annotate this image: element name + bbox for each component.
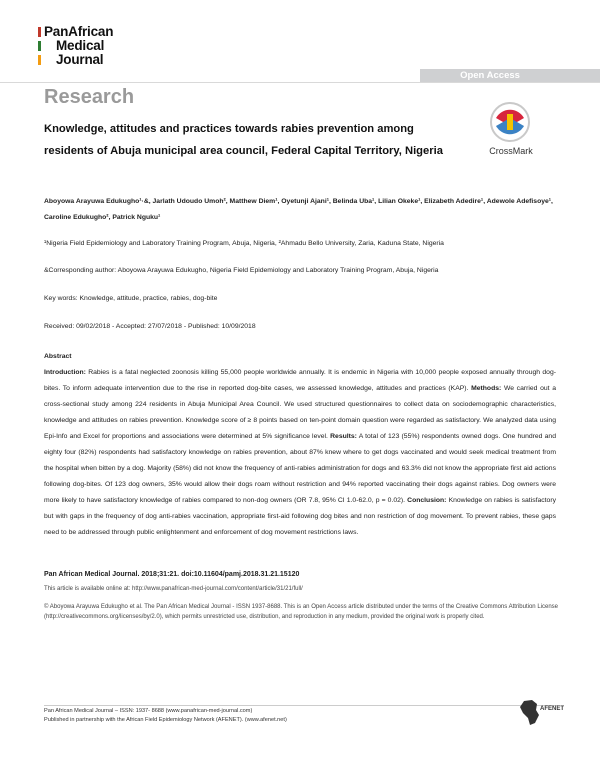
afenet-logo-icon [510,698,564,728]
author-list: Aboyowa Arayuwa Edukugho¹·&, Jarlath Udoudo Umoh², Matthew Diem¹, Oyetunji Ajani¹, Belinda Uba¹, Lilian Okeke¹, Elizabeth Adedire¹, Adewole Adefisoye¹, Caroline Edukugho², Patrick Nguku¹ [44,198,553,221]
methods-text: We carried out a cross-sectional study among 224 residents in Abuja Municipal Area Council. We used structured questionnaires to collect data on sociodemographic characteristics, knowledge and attitudes on rabies prevention. Knowledge score of ≥ 8 points based on ten-point domain question were regarded as satisfactory. We analyzed data using Epi-Info and Excel for proportions and associations were determined at 5% significance level. [44,385,557,440]
section-heading: Research [44,86,135,108]
footer-divider [44,705,558,706]
crossmark-label: CrossMark [489,146,533,156]
results-label: Results: [330,433,357,440]
abstract-heading: Abstract [44,353,72,360]
intro-text: Rabies is a fatal neglected zoonosis killing 55,000 people worldwide annually. It is endemic in Nigeria with 10,000 people exposed annually through dog-bites. To inform adequate intervention due to the rise in reported dog-bite cases, we assessed knowledge, attitudes and practices (KAP). [44,369,556,392]
journal-logo-icon [36,25,44,67]
citation: Pan African Medical Journal. 2018;31:21. doi:10.11604/pamj.2018.31.21.15120 [44,571,300,578]
footer-line-2: Published in partnership with the African Field Epidemiology Network (AFENET). (www.afenet.net) [44,716,287,723]
publication-dates: Received: 09/02/2018 - Accepted: 27/07/2018 - Published: 10/09/2018 [44,323,256,330]
journal-logo[interactable] [44,25,164,67]
corresponding-author: &Corresponding author: Aboyowa Arayuwa Edukugho, Nigeria Field Epidemiology and Laboratory Training Program, Abuja, Nigeria [44,267,439,274]
conclusion-text: Knowledge on rabies is satisfactory but with gaps in the frequency of dog anti-rabies vaccination, appropriate first-aid following dog bites and non restriction of dog movement. To prevent rabies, these gaps need to be addressed through public enlightenment and enforcement of dog movement restrictions laws. [44,497,556,536]
intro-label: Introduction: [44,369,86,376]
open-access-badge: Open Access [460,70,520,81]
logo-line-1: PanAfrican [44,24,114,39]
results-text: A total of 123 (55%) respondents owned dogs. One hundred and eighty four (82%) respondents had satisfactory knowledge on rabies prevention, about 87% knew where to get dogs vaccinated and would seek medical treatment from the hospital when bitten by a dog. Majority (58%) did not know the frequency of anti-rabies administration for dogs and 63.3% did not know the appropriate first aid actions following dog-bites. Of 123 dog owners, 35% would allow their dogs roam without restriction and 94% reported vaccinating their dogs against rabies. Dog owners were more likely to have satisfactory knowledge of rabies compared to non-dog owners (OR 7.8, 95% CI 1.0-62.0, p = 0.02). [44,433,556,504]
footer-line-1: Pan African Medical Journal – ISSN: 1937- 8688 (www.panafrican-med-journal.com) [44,708,253,714]
header-divider [0,82,600,83]
abstract-body [44,365,556,541]
article-title: Knowledge, attitudes and practices towards rabies prevention among residents of Abuja municipal area council, Federal Capital Territory, Nigeria [44,123,443,157]
afenet-label: AFENET [540,706,564,712]
affiliations: ¹Nigeria Field Epidemiology and Laboratory Training Program, Abuja, Nigeria, ²Ahmadu Bello University, Zaria, Kaduna State, Nigeria [44,240,444,247]
logo-line-2: Medical [56,38,105,53]
available-online-link[interactable]: This article is available online at: http://www.panafrican-med-journal.com/content/article/31/21/full/ [44,586,303,592]
page-footer [44,707,464,724]
methods-label: Methods: [471,385,502,392]
logo-line-3: Journal [56,52,104,67]
keywords: Key words: Knowledge, attitude, practice, rabies, dog-bite [44,295,218,302]
conclusion-label: Conclusion: [407,497,447,504]
license-text: © Aboyowa Arayuwa Edukugho et al. The Pan African Medical Journal - ISSN 1937-8688. This is an Open Access article distributed under the terms of the Creative Commons Attribution License (http://creativecommons.org/licenses/by/2.0), which permits unrestricted use, distribution, and reproduction in any medium, provided the original work is properly cited. [44,604,558,620]
